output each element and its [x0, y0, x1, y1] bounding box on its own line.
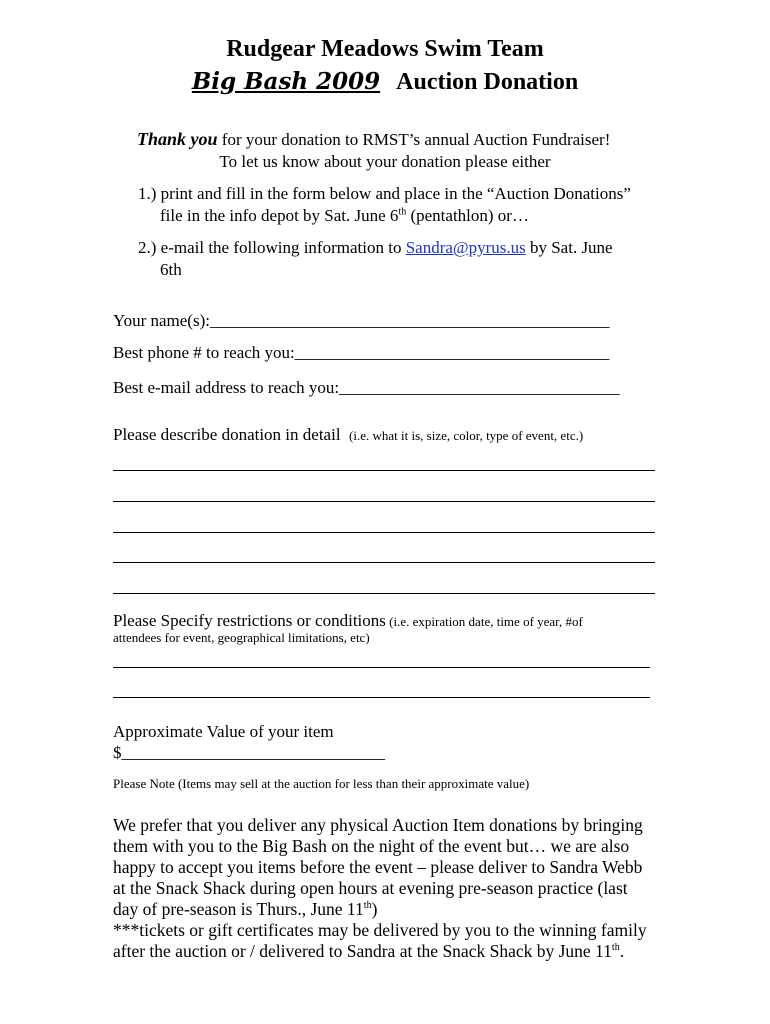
page-subtitle [0, 68, 770, 96]
option-1-tail: (pentathlon) or… [406, 206, 529, 225]
description-line-4[interactable] [113, 562, 655, 563]
name-field[interactable]: Your name(s):_______________________________________________ [113, 311, 610, 330]
value-label: Approximate Value of your item [113, 722, 334, 741]
option-2-line-2: 6th [160, 260, 182, 279]
delivery-line-4: at the Snack Shack during open hours at evening pre-season practice (last [113, 878, 628, 898]
restrictions-label [113, 611, 583, 631]
option-2-line-1 [138, 238, 613, 258]
delivery-line-3: happy to accept you items before the event – please deliver to Sandra Webb [113, 857, 643, 877]
option-2-suffix: by Sat. June [525, 238, 613, 257]
restrictions-line-1[interactable] [113, 667, 650, 668]
phone-field[interactable]: Best phone # to reach you:_____________________________________ [113, 343, 610, 362]
event-name: Big Bash 2009 [191, 68, 381, 95]
restrictions-hint-2: attendees for event, geographical limitations, etc) [113, 630, 370, 645]
description-line-5[interactable] [113, 593, 655, 594]
option-1-date: file in the info depot by Sat. June 6 [160, 206, 399, 225]
option-2-prefix: 2.) e-mail the following information to [138, 238, 406, 257]
option-1-sup: th [398, 206, 407, 218]
delivery-line-1: We prefer that you deliver any physical Auction Item donations by bringing [113, 815, 643, 835]
intro-line-1-rest: for your donation to RMST’s annual Auction Fundraiser! [217, 130, 611, 149]
value-field[interactable]: $_______________________________ [113, 743, 385, 762]
email-link[interactable]: Sandra@pyrus.us [405, 238, 526, 257]
description-line-3[interactable] [113, 532, 655, 533]
page-title: Rudgear Meadows Swim Team [226, 36, 544, 62]
delivery-line-5-sup: th [363, 900, 372, 912]
delivery-line-2: them with you to the Big Bash on the night of the event but… we are also [113, 836, 630, 856]
delivery-line-5-text: day of pre-season is Thurs., June 11 [113, 899, 364, 919]
delivery-line-7 [113, 941, 624, 962]
intro-line-2: To let us know about your donation please either [219, 152, 551, 171]
description-label [113, 425, 583, 445]
description-line-1[interactable] [113, 470, 655, 471]
option-1-line-1: 1.) print and fill in the form below and place in the “Auction Donations” [138, 184, 631, 203]
note-text: Please Note (Items may sell at the auction for less than their approximate value) [113, 776, 530, 791]
email-field[interactable]: Best e-mail address to reach you:_________________________________ [113, 378, 620, 397]
intro-line-1 [137, 129, 610, 150]
delivery-line-7-text: after the auction or / delivered to Sandra at the Snack Shack by June 11 [113, 941, 612, 961]
delivery-line-7-tail: . [619, 941, 625, 961]
delivery-line-6: ***tickets or gift certificates may be delivered by you to the winning family [113, 920, 647, 940]
option-1-line-2 [160, 206, 529, 226]
description-hint: (i.e. what it is, size, color, type of event, etc.) [349, 428, 584, 443]
restrictions-label-text: Please Specify restrictions or conditions [113, 611, 386, 630]
thank-you-text: Thank you [137, 129, 218, 149]
delivery-line-7-sup: th [611, 942, 620, 954]
subtitle-suffix: Auction Donation [396, 69, 579, 95]
description-line-2[interactable] [113, 501, 655, 502]
description-label-text: Please describe donation in detail [113, 425, 341, 444]
delivery-line-5 [113, 899, 377, 920]
restrictions-hint: (i.e. expiration date, time of year, #of [385, 614, 583, 629]
delivery-line-5-tail: ) [371, 899, 378, 919]
restrictions-line-2[interactable] [113, 697, 650, 698]
